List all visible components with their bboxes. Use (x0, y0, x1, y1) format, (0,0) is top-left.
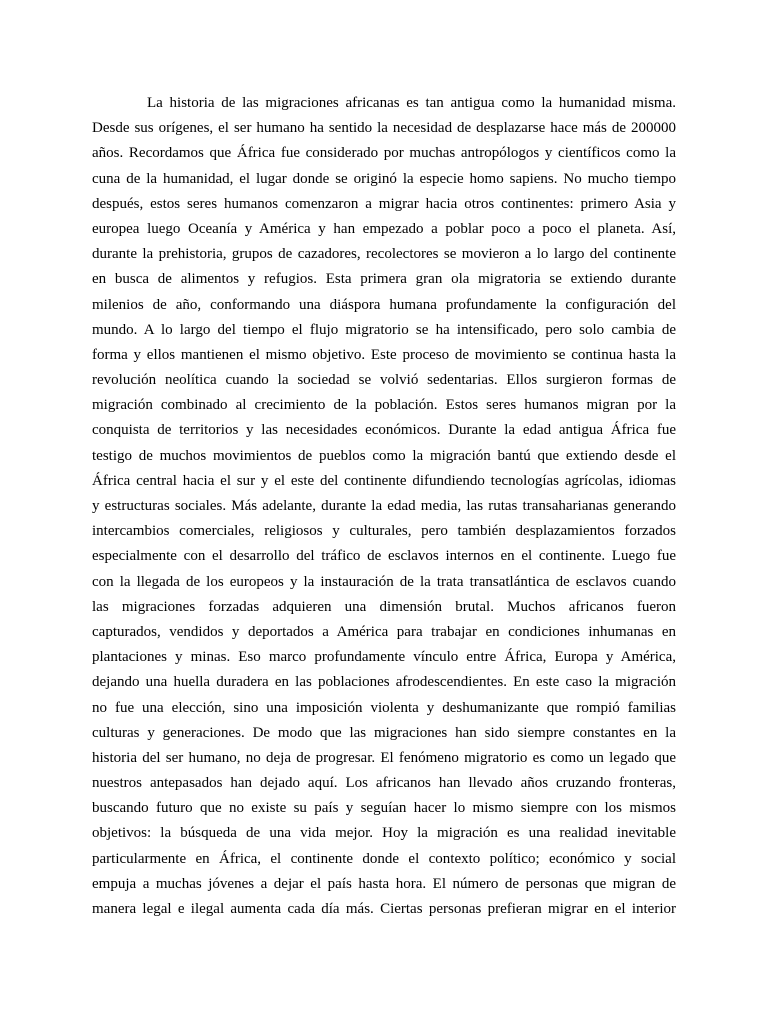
paragraph-line: particularmente en África, el continente donde el contexto político; económico y social (92, 850, 676, 867)
paragraph-line: forma y ellos mantienen el mismo objetivo. Este proceso de movimiento se continua hasta la (92, 346, 676, 363)
paragraph-line: buscando futuro que no existe su país y seguían hacer lo mismo siempre con los mismos (92, 800, 676, 817)
paragraph-line: milenios de año, conformando una diáspora humana profundamente la configuración del (92, 296, 676, 313)
paragraph-line: no fue una elección, sino una imposición violenta y deshumanizante que rompió familias (92, 699, 676, 716)
paragraph-line: capturados, vendidos y deportados a América para trabajar en condiciones inhumanas en (92, 623, 676, 640)
paragraph-line: historia del ser humano, no deja de progresar. El fenómeno migratorio es como un legado que (92, 749, 676, 766)
paragraph-line: manera legal e ilegal aumenta cada día más. Ciertas personas prefieran migrar en el interior (92, 901, 676, 917)
paragraph-line: y estructuras sociales. Más adelante, durante la edad media, las rutas transaharianas generando (92, 498, 676, 514)
paragraph-line: conquista de territorios y las necesidades económicos. Durante la edad antigua África fue (92, 422, 676, 439)
paragraph-line: migración combinado al crecimiento de la población. Estos seres humanos migran por la (92, 397, 676, 414)
paragraph-line: especialmente con el desarrollo del tráfico de esclavos internos en el continente. Luego fue (92, 548, 676, 565)
paragraph-line: cuna de la humanidad, el lugar donde se originó la especie homo sapiens. No mucho tiempo (92, 170, 676, 187)
paragraph-line: en busca de alimentos y refugios. Esta primera gran ola migratoria se extiendo durante (92, 271, 676, 288)
paragraph-line: años. Recordamos que África fue considerado por muchas antropólogos y científicos como la (92, 145, 676, 162)
paragraph-line: dejando una huella duradera en las poblaciones afrodescendientes. En este caso la migración (92, 674, 676, 691)
paragraph-line: las migraciones forzadas adquieren una dimensión brutal. Muchos africanos fueron (92, 598, 676, 615)
paragraph-line: revolución neolítica cuando la sociedad se volvió sedentarias. Ellos surgieron formas de (92, 372, 676, 389)
paragraph-line: África central hacia el sur y el este del continente difundiendo tecnologías agrícolas, idiomas (92, 472, 676, 489)
paragraph-line: plantaciones y minas. Eso marco profundamente vínculo entre África, Europa y América, (92, 649, 676, 666)
paragraph-line: con la llegada de los europeos y la instauración de la trata transatlántica de esclavos cuando (92, 573, 676, 590)
paragraph-line: Desde sus orígenes, el ser humano ha sentido la necesidad de desplazarse hace más de 200000 (92, 120, 676, 137)
paragraph-line: objetivos: la búsqueda de una vida mejor. Hoy la migración es una realidad inevitable (92, 825, 676, 842)
body-paragraph (92, 91, 676, 922)
paragraph-line: culturas y generaciones. De modo que las migraciones han sido siempre constantes en la (92, 724, 676, 741)
paragraph-line: europea luego Oceanía y América y han empezado a poblar poco a poco el planeta. Así, (92, 220, 676, 237)
paragraph-line: intercambios comerciales, religiosos y culturales, pero también desplazamientos forzados (92, 523, 676, 540)
paragraph-line: mundo. A lo largo del tiempo el flujo migratorio se ha intensificado, pero solo cambia de (92, 321, 676, 338)
paragraph-line: durante la prehistoria, grupos de cazadores, recolectores se movieron a lo largo del continente (92, 246, 676, 263)
paragraph-line: nuestros antepasados han dejado aquí. Los africanos han llevado años cruzando fronteras, (92, 775, 676, 792)
paragraph-line: La historia de las migraciones africanas es tan antigua como la humanidad misma. (147, 95, 676, 111)
paragraph-line: testigo de muchos movimientos de pueblos como la migración bantú que extiendo desde el (92, 447, 676, 464)
paragraph-line: empuja a muchas jóvenes a dejar el país hasta hora. El número de personas que migran de (92, 875, 676, 892)
paragraph-line: después, estos seres humanos comenzaron a migrar hacia otros continentes: primero Asia y (92, 195, 676, 212)
